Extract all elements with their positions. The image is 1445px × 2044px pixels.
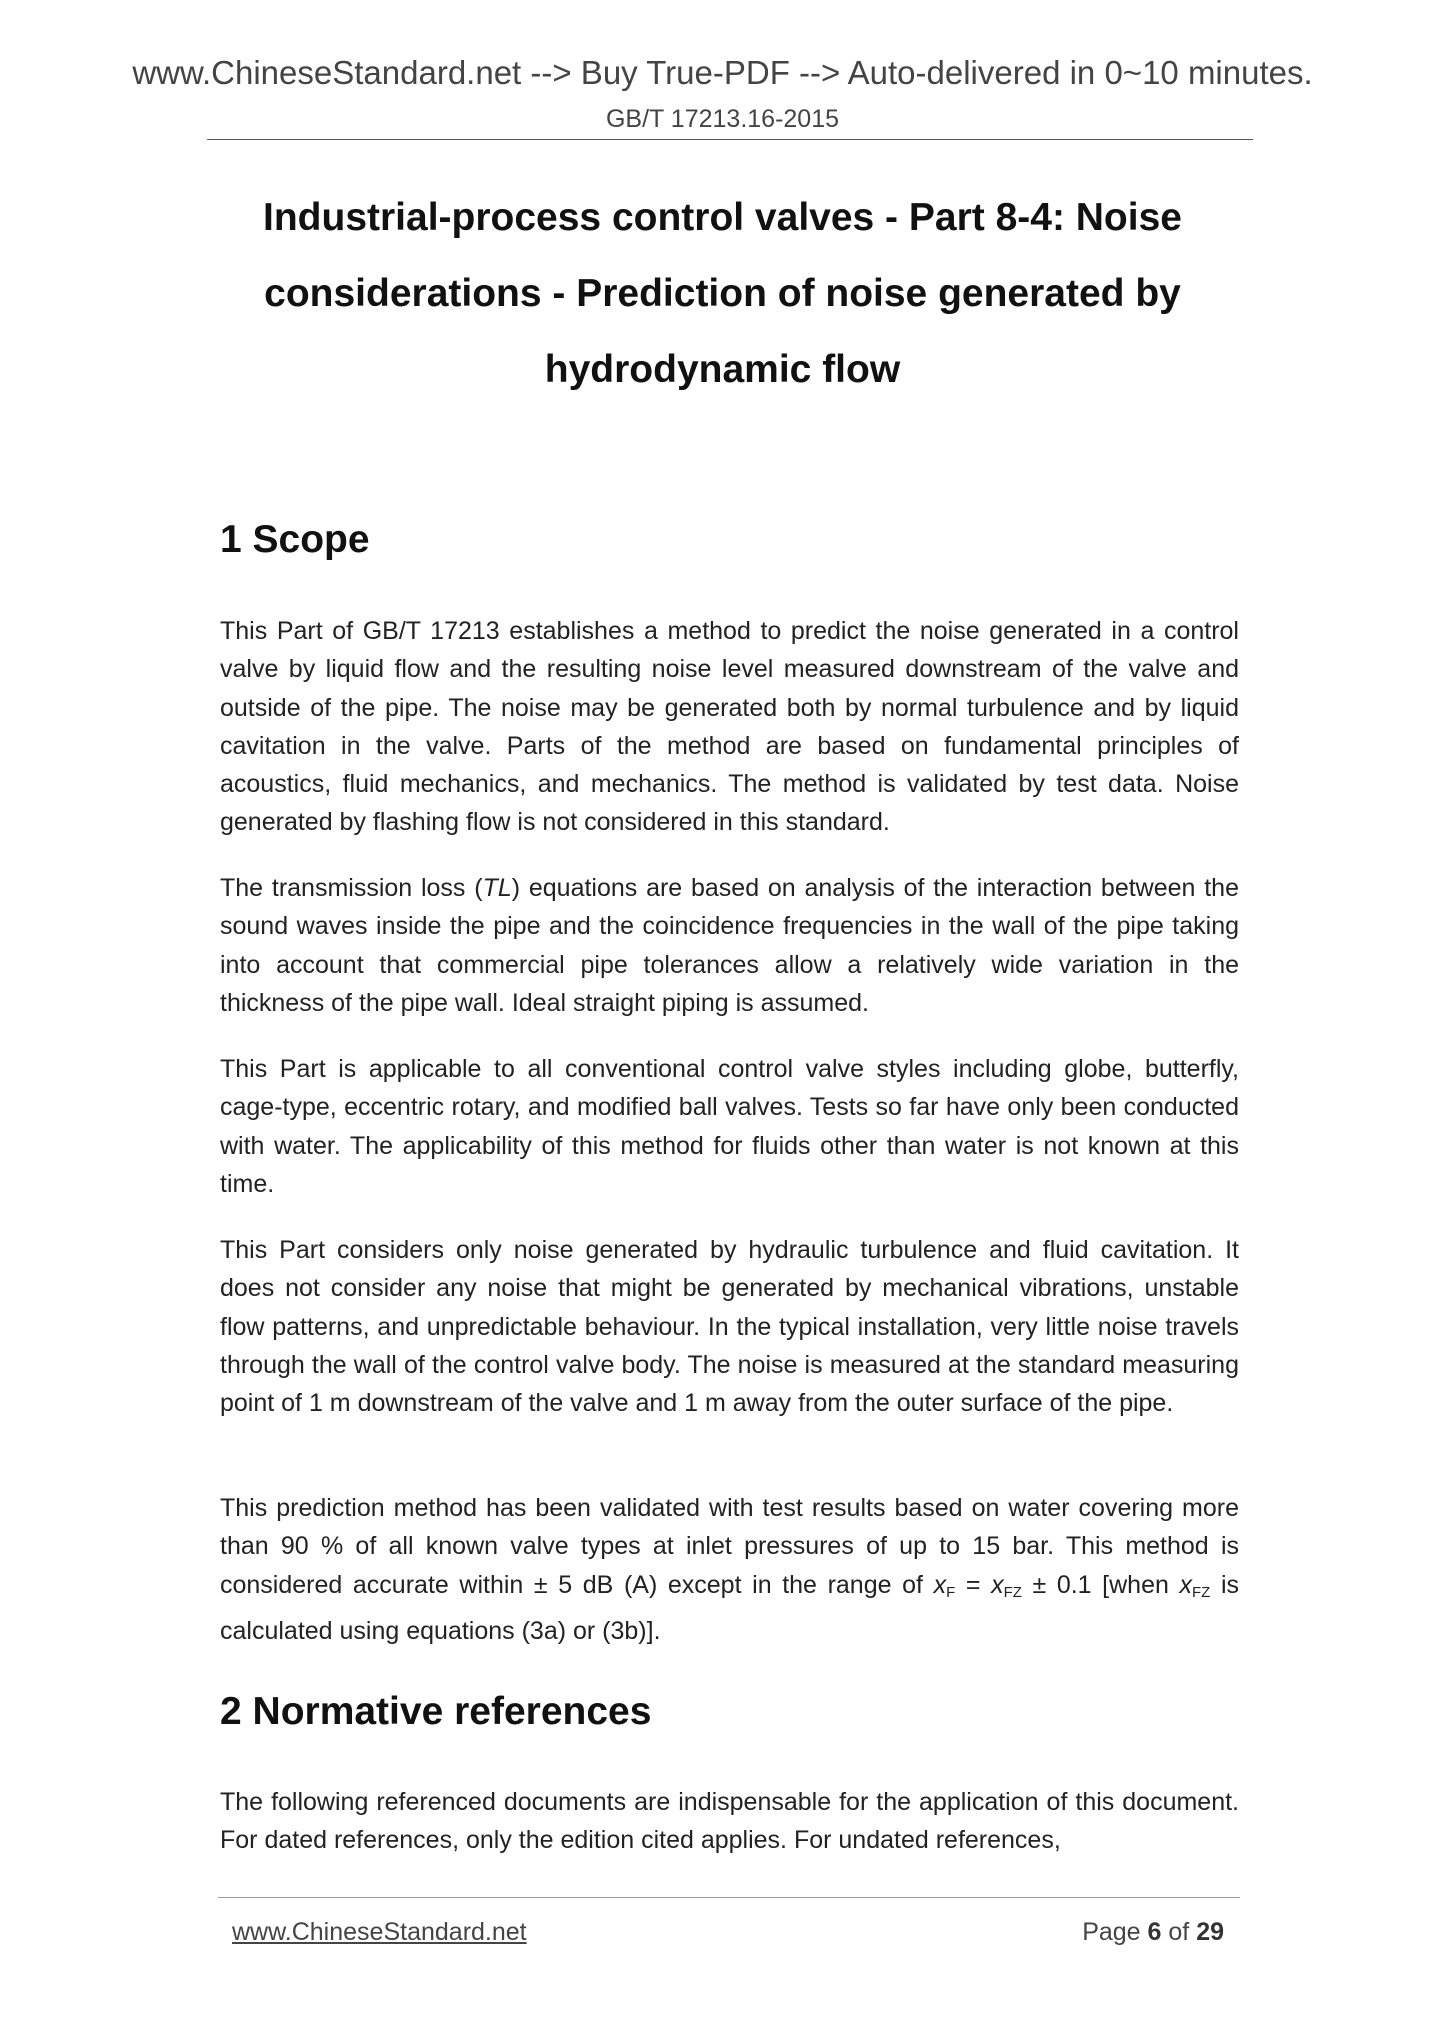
header-banner: www.ChineseStandard.net --> Buy True-PDF --> Auto-delivered in 0~10 minutes.: [132, 54, 1313, 91]
text-run: This prediction method has been validated with test results based on water covering more than 90 % of all known valve types at inlet pressures of up to 15 bar. This method is considered accurate within ± 5 dB (A) except in the range of: [220, 1494, 1239, 1599]
variable-x: x: [1179, 1570, 1193, 1599]
scope-paragraph-4: This Part considers only noise generated by hydraulic turbulence and fluid cavitation. It does not consider any noise that might be generated by mechanical vibrations, unstable flow patterns, and unpredictable behaviour. In the typical installation, very little noise travels through the wall of the control valve body. The noise is measured at the standard measuring point of 1 m downstream of the valve and 1 m away from the outer surface of the pipe.: [220, 1236, 1239, 1418]
text-run: is calculated using equations (3a) or (3b)].: [220, 1570, 1240, 1645]
subscript-fz: FZ: [1003, 1583, 1022, 1601]
variable-x: x: [991, 1570, 1004, 1599]
tl-abbreviation: TL: [482, 874, 512, 902]
text-run: ) equations are based on analysis of the interaction between the sound waves inside the pipe and the coincidence frequencies in the wall of the pipe taking into account that commercial pipe tolerances allow a relatively wide variation in the thickness of the pipe wall. Ideal straight piping is assumed.: [220, 874, 1239, 1017]
title-line-3: hydrodynamic flow: [544, 348, 901, 391]
section-1-heading: 1 Scope: [220, 518, 370, 561]
text-run: The transmission loss (: [220, 874, 483, 902]
scope-paragraph-3: This Part is applicable to all conventional control valve styles including globe, butterfly, cage-type, eccentric rotary, and modified ball valves. Tests so far have only been conducted with water. The applicability of this method for fluids other than water is not known at this time.: [220, 1055, 1239, 1198]
standard-code: GB/T 17213.16-2015: [605, 105, 840, 133]
title-line-1: Industrial-process control valves - Part 8-4: Noise: [263, 196, 1182, 239]
scope-paragraph-5: [220, 1489, 1239, 1650]
scope-paragraph-2: [220, 869, 1239, 1022]
text-run: ± 0.1 [when: [1021, 1570, 1180, 1599]
current-page: 6: [1147, 1918, 1162, 1946]
scope-paragraph-1: This Part of GB/T 17213 establishes a method to predict the noise generated in a control valve by liquid flow and the resulting noise level measured downstream of the valve and outside of the pipe. The noise may be generated both by normal turbulence and by liquid cavitation in the valve. Parts of the method are based on fundamental principles of acoustics, fluid mechanics, and mechanics. The method is validated by test data. Noise generated by flashing flow is not considered in this standard.: [220, 617, 1239, 837]
subscript-fz: FZ: [1192, 1583, 1211, 1601]
page-prefix: Page: [1082, 1918, 1148, 1946]
variable-x: x: [933, 1570, 947, 1599]
footer-website-link[interactable]: www.ChineseStandard.net: [232, 1918, 527, 1946]
footer-divider: [218, 1897, 1240, 1898]
page-of: of: [1161, 1918, 1197, 1946]
header-divider: [207, 139, 1253, 140]
text-run: =: [955, 1570, 992, 1599]
page-number: [1082, 1920, 1224, 1945]
total-pages: 29: [1196, 1918, 1224, 1946]
section-2-heading: 2 Normative references: [220, 1690, 652, 1733]
subscript-f: F: [946, 1583, 956, 1601]
normative-paragraph-1: The following referenced documents are indispensable for the application of this document. For dated references, only the edition cited applies. For undated references,: [220, 1788, 1239, 1855]
title-line-2: considerations - Prediction of noise generated by: [264, 272, 1181, 315]
document-title: [200, 180, 1245, 408]
